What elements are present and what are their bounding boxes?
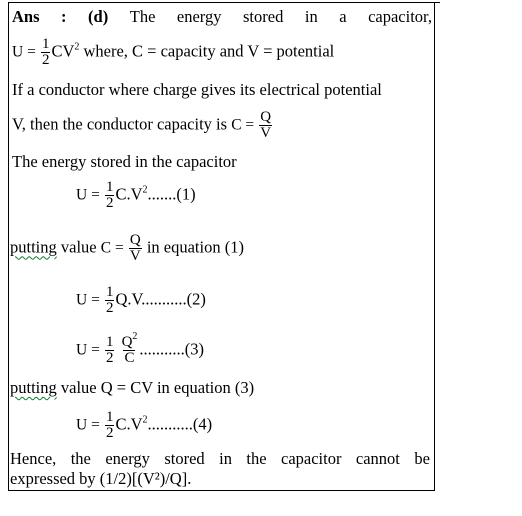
capacity-lhs: C = xyxy=(231,116,255,134)
ans-word: a xyxy=(339,7,347,26)
eq-lhs: U = xyxy=(76,291,100,309)
line-energy-stored: The energy stored in the capacitor xyxy=(12,152,237,171)
formula-main xyxy=(12,37,334,68)
eq-body: Q.V xyxy=(115,289,142,309)
putting-lhs: C = xyxy=(100,239,124,257)
eq-lhs: U = xyxy=(76,186,100,204)
denominator: 2 xyxy=(105,195,114,211)
conclusion-line xyxy=(10,449,430,469)
numerator: Q xyxy=(129,232,141,248)
conclusion-word: in xyxy=(219,449,232,468)
eq-tail: ...........(4) xyxy=(147,414,213,434)
equation-1 xyxy=(76,180,196,211)
exponent: 2 xyxy=(142,184,148,196)
ans-option: (d) xyxy=(88,7,109,26)
putting-line-1 xyxy=(10,233,244,264)
numerator xyxy=(121,331,139,350)
capacity-text: V, then the conductor capacity is xyxy=(12,114,232,134)
conclusion-word: cannot xyxy=(355,449,400,468)
numerator: 1 xyxy=(105,179,114,195)
fraction xyxy=(105,410,115,441)
fraction xyxy=(259,110,272,141)
formula-tail: where, C = capacity and V = potential xyxy=(79,41,335,61)
answer-line xyxy=(12,7,432,27)
fraction xyxy=(121,331,139,366)
eq-body: C.V xyxy=(115,184,143,204)
eq-tail: .......(1) xyxy=(147,184,196,204)
putting-line-2 xyxy=(10,378,254,398)
spellcheck-word: putting xyxy=(10,378,57,397)
denominator: 2 xyxy=(105,350,114,366)
ans-word: The xyxy=(129,7,156,26)
numerator: 1 xyxy=(105,284,114,300)
exponent: 2 xyxy=(74,41,80,53)
ans-word: capacitor, xyxy=(368,7,432,26)
ans-word: energy xyxy=(176,7,222,26)
conclusion-word: Hence, xyxy=(10,449,57,468)
equation-4 xyxy=(76,410,212,441)
denominator: C xyxy=(124,350,135,366)
eq-tail: ...........(2) xyxy=(141,289,206,309)
formula-lhs: U = xyxy=(12,43,36,61)
putting-tail: in equation (1) xyxy=(142,237,244,257)
q-symbol: Q xyxy=(121,334,133,350)
conclusion-line-2: expressed by (1/2)[(V²)/Q]. xyxy=(10,469,192,488)
conclusion-word: capacitor xyxy=(281,449,342,468)
ans-label: Ans xyxy=(12,7,40,26)
numerator: 1 xyxy=(105,334,114,350)
fraction xyxy=(105,180,115,211)
fraction xyxy=(105,285,115,316)
denominator: V xyxy=(129,248,141,264)
numerator: 1 xyxy=(41,36,50,52)
eq-body: C.V xyxy=(115,414,143,434)
conclusion-word: the xyxy=(246,449,267,468)
conclusion-word: the xyxy=(70,449,91,468)
conclusion-word: be xyxy=(414,449,430,468)
ans-colon: : xyxy=(61,7,67,26)
spellcheck-word: putting xyxy=(10,237,57,257)
conclusion-word: stored xyxy=(164,449,205,468)
fraction xyxy=(129,233,142,264)
numerator: 1 xyxy=(105,409,114,425)
ans-word: stored xyxy=(243,7,284,26)
line-if-conductor: If a conductor where charge gives its electrical potential xyxy=(12,80,382,99)
denominator: 2 xyxy=(105,300,114,316)
fraction xyxy=(41,37,51,68)
exponent: 2 xyxy=(142,414,148,426)
putting-text: value Q = CV in equation (3) xyxy=(56,378,255,397)
fraction xyxy=(105,335,115,366)
ans-word: in xyxy=(304,7,318,26)
eq-tail: ...........(3) xyxy=(139,339,205,359)
eq-lhs: U = xyxy=(76,416,100,434)
conclusion-word: energy xyxy=(105,449,150,468)
putting-text: value xyxy=(56,237,101,257)
eq-lhs: U = xyxy=(76,341,100,359)
exponent: 2 xyxy=(132,331,138,342)
denominator: 2 xyxy=(105,425,114,441)
numerator: Q xyxy=(260,109,272,125)
denominator: V xyxy=(260,125,272,141)
denominator: 2 xyxy=(41,52,50,68)
equation-2 xyxy=(76,285,206,316)
formula-body: CV xyxy=(51,41,75,61)
equation-3 xyxy=(76,331,205,366)
line-capacity xyxy=(12,110,273,141)
